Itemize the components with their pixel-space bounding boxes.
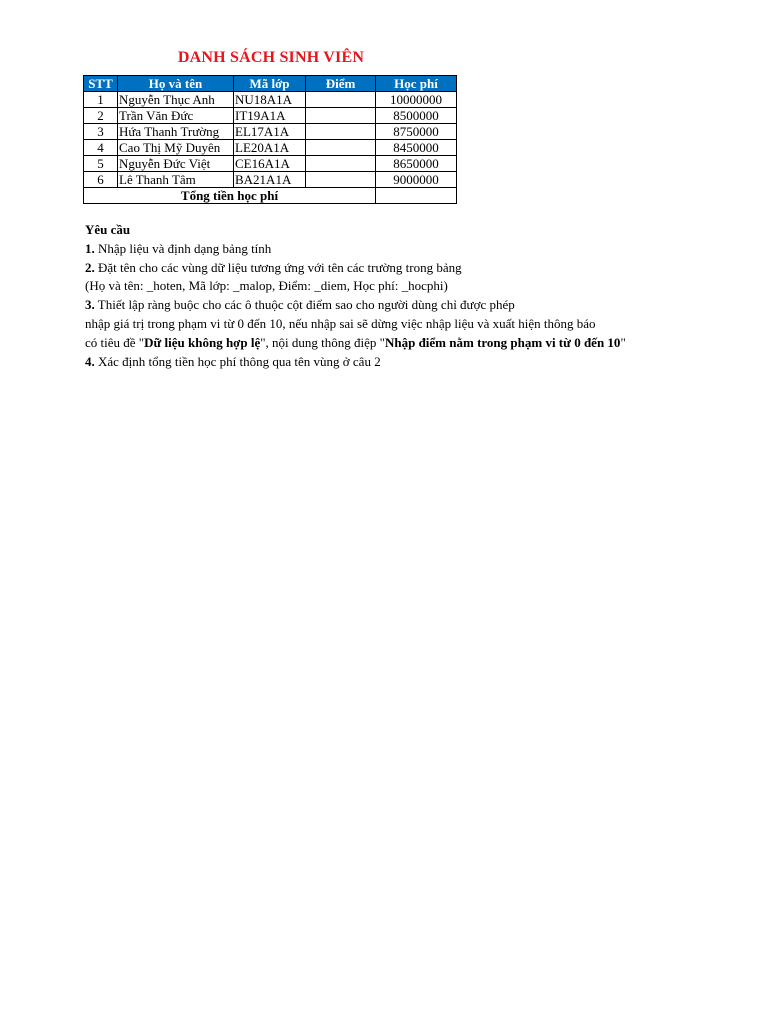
cell-fee[interactable]: 8500000	[376, 108, 457, 124]
cell-stt[interactable]: 4	[84, 140, 118, 156]
requirement-2-detail: (Họ và tên: _hoten, Mã lớp: _malop, Điểm: _diem, Học phí: _hocphi)	[85, 278, 448, 294]
cell-name[interactable]: Nguyễn Đức Việt	[118, 156, 234, 172]
cell-name[interactable]: Nguyễn Thục Anh	[118, 92, 234, 108]
total-value-cell[interactable]	[376, 188, 457, 204]
cell-fee[interactable]: 9000000	[376, 172, 457, 188]
table-header-row	[84, 76, 457, 92]
header-score[interactable]: Điểm	[306, 76, 376, 92]
cell-fee[interactable]: 8650000	[376, 156, 457, 172]
sheet-title: DANH SÁCH SINH VIÊN	[177, 49, 365, 66]
total-row	[84, 188, 457, 204]
requirement-2	[85, 259, 626, 278]
requirement-text: Xác định tổng tiền học phí thông qua tên vùng ở câu 2	[94, 353, 381, 369]
requirement-1	[85, 240, 626, 259]
table-row	[84, 124, 457, 140]
requirement-text: Nhập liệu và định dạng bảng tính	[94, 240, 272, 256]
requirements-heading: Yêu cầu	[85, 222, 131, 237]
cell-class-code[interactable]: BA21A1A	[234, 172, 306, 188]
cell-class-code[interactable]: EL17A1A	[234, 124, 306, 140]
header-fee[interactable]: Học phí	[376, 76, 457, 92]
header-stt[interactable]: STT	[84, 76, 118, 92]
total-label-cell[interactable]: Tổng tiền học phí	[84, 188, 376, 204]
cell-score[interactable]	[306, 172, 376, 188]
cell-class-code[interactable]: NU18A1A	[234, 92, 306, 108]
cell-score[interactable]	[306, 92, 376, 108]
cell-score[interactable]	[306, 124, 376, 140]
requirement-3	[85, 296, 626, 315]
cell-stt[interactable]: 5	[84, 156, 118, 172]
requirement-number: 2.	[85, 259, 95, 275]
table-row	[84, 92, 457, 108]
error-message-text: Nhập điểm nằm trong phạm vi từ 0 đến 10	[384, 334, 621, 350]
cell-name[interactable]: Trần Văn Đức	[118, 108, 234, 124]
cell-fee[interactable]: 8750000	[376, 124, 457, 140]
requirement-4	[85, 353, 626, 372]
cell-fee[interactable]: 10000000	[376, 92, 457, 108]
cell-score[interactable]	[306, 140, 376, 156]
cell-class-code[interactable]: CE16A1A	[234, 156, 306, 172]
cell-fee[interactable]: 8450000	[376, 140, 457, 156]
header-name[interactable]: Họ và tên	[118, 76, 234, 92]
header-class-code[interactable]: Mã lớp	[234, 76, 306, 92]
error-title-text: Dữ liệu không hợp lệ	[144, 334, 261, 350]
requirement-text: Thiết lập ràng buộc cho các ô thuộc cột điểm sao cho người dùng chỉ được phép	[94, 297, 515, 313]
cell-score[interactable]	[306, 156, 376, 172]
table-row	[84, 156, 457, 172]
cell-stt[interactable]: 1	[84, 92, 118, 108]
student-table	[83, 75, 457, 204]
cell-name[interactable]: Cao Thị Mỹ Duyên	[118, 140, 234, 156]
requirements-block	[85, 221, 626, 371]
requirement-number: 3.	[85, 297, 95, 313]
requirement-3-line-3: có tiêu đề "Dữ liệu không hợp lệ", nội dung thông điệp "Nhập điểm nằm trong phạm vi từ 0 đến 10"	[85, 334, 626, 350]
cell-stt[interactable]: 2	[84, 108, 118, 124]
table-row	[84, 172, 457, 188]
cell-name[interactable]: Lê Thanh Tâm	[118, 172, 234, 188]
cell-stt[interactable]: 6	[84, 172, 118, 188]
cell-class-code[interactable]: LE20A1A	[234, 140, 306, 156]
cell-score[interactable]	[306, 108, 376, 124]
cell-name[interactable]: Hứa Thanh Trường	[118, 124, 234, 140]
table-row	[84, 140, 457, 156]
requirement-number: 1.	[85, 240, 95, 256]
requirement-number: 4.	[85, 353, 95, 369]
requirement-text: Đặt tên cho các vùng dữ liệu tương ứng với tên các trường trong bảng	[94, 259, 462, 275]
table-row	[84, 108, 457, 124]
requirement-3-line-2: nhập giá trị trong phạm vi từ 0 đến 10, nếu nhập sai sẽ dừng việc nhập liệu và xuất hiện thông báo	[85, 315, 596, 331]
cell-stt[interactable]: 3	[84, 124, 118, 140]
cell-class-code[interactable]: IT19A1A	[234, 108, 306, 124]
